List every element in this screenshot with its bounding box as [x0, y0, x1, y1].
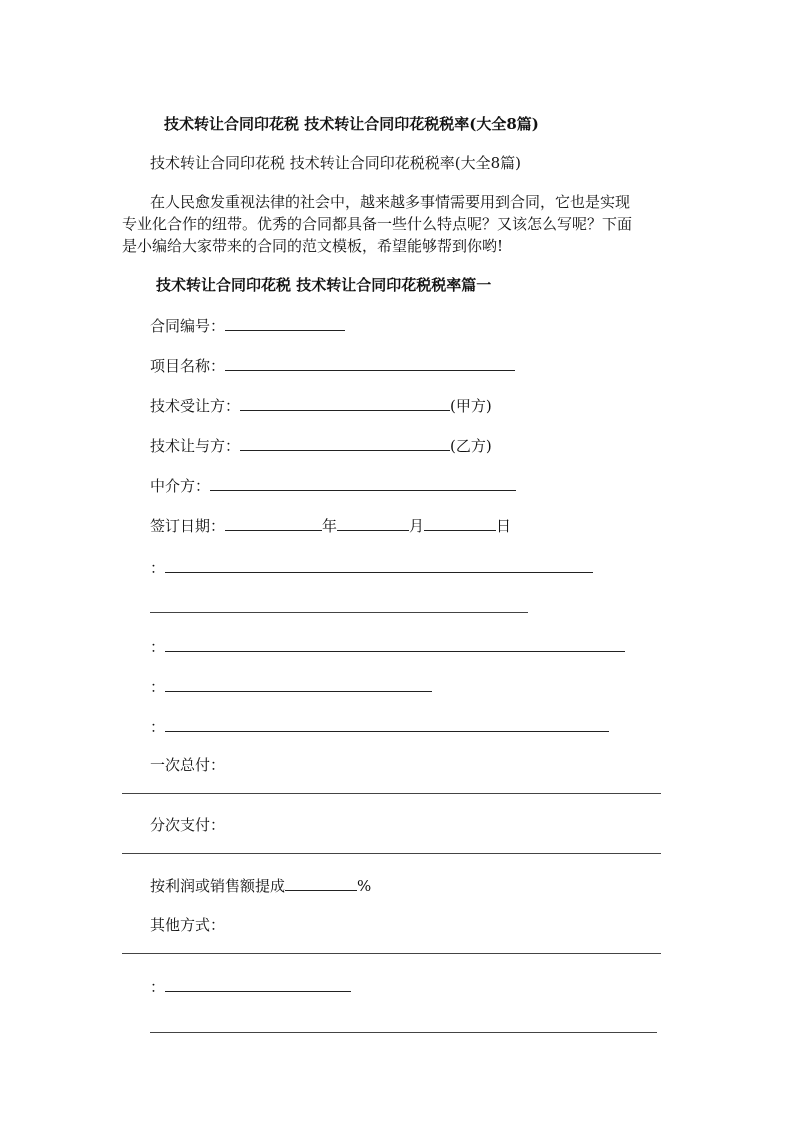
- sign-date-row: [150, 515, 511, 536]
- transferor-blank: [240, 435, 450, 451]
- project-name-row: [150, 355, 515, 376]
- colon-blank-2: [165, 636, 625, 652]
- colon-blank-5: [165, 976, 351, 992]
- transferor-suffix: (乙方): [450, 437, 492, 455]
- percent-sign: %: [357, 877, 372, 895]
- lump-sum-line: [122, 793, 661, 794]
- other-methods-label: 其他方式：: [150, 916, 226, 934]
- section-title: 技术转让合同印花税 技术转让合同印花税税率篇一: [156, 276, 492, 294]
- year-blank: [225, 515, 322, 531]
- document-heading: 技术转让合同印花税 技术转让合同印花税税率(大全8篇): [164, 115, 539, 133]
- contract-number-row: [150, 315, 345, 336]
- contract-number-blank: [225, 315, 345, 331]
- day-blank: [424, 515, 496, 531]
- project-name-label: 项目名称：: [150, 357, 226, 375]
- colon-row-5: [150, 976, 351, 997]
- transferor-label: 技术让与方：: [150, 437, 241, 455]
- intro-line-3: 是小编给大家带来的合同的范文模板，希望能够帮到你哟!: [122, 237, 504, 255]
- colon-blank-1: [165, 557, 593, 573]
- document-subheading: 技术转让合同印花税 技术转让合同印花税税率(大全8篇): [150, 154, 522, 172]
- colon-row-2: [150, 636, 625, 657]
- installments-label: 分次支付：: [150, 816, 226, 834]
- transferee-label: 技术受让方：: [150, 397, 241, 415]
- colon-blank-3: [165, 676, 432, 692]
- transferee-row: [150, 395, 492, 416]
- profit-percentage-blank: [285, 875, 357, 891]
- colon-row-4: [150, 716, 609, 737]
- transferee-blank: [240, 395, 450, 411]
- colon-label: ：: [150, 978, 166, 996]
- colon-label: ：: [150, 718, 166, 736]
- colon-label: ：: [150, 638, 166, 656]
- intermediary-label: 中介方：: [150, 477, 211, 495]
- sign-date-label: 签订日期：: [150, 517, 226, 535]
- blank-line-2: [150, 1032, 657, 1033]
- transferor-row: [150, 435, 492, 456]
- transferee-suffix: (甲方): [450, 397, 492, 415]
- intermediary-row: [150, 475, 516, 496]
- colon-label: ：: [150, 559, 166, 577]
- month-blank: [337, 515, 409, 531]
- blank-line-1: [150, 612, 528, 613]
- colon-row-1: [150, 557, 593, 578]
- other-methods-line: [122, 953, 661, 954]
- intro-line-2: 专业化合作的纽带。优秀的合同都具备一些什么特点呢？又该怎么写呢？下面: [122, 215, 633, 233]
- day-label: 日: [496, 517, 512, 535]
- intermediary-blank: [210, 475, 516, 491]
- colon-row-3: [150, 676, 432, 697]
- colon-label: ：: [150, 678, 166, 696]
- contract-number-label: 合同编号：: [150, 317, 226, 335]
- profit-percentage-row: [150, 875, 371, 896]
- intro-line-1: 在人民愈发重视法律的社会中，越来越多事情需要用到合同，它也是实现: [150, 193, 631, 211]
- month-label: 月: [409, 517, 425, 535]
- year-label: 年: [322, 517, 338, 535]
- lump-sum-label: 一次总付：: [150, 756, 226, 774]
- project-name-blank: [225, 355, 515, 371]
- installments-line: [122, 853, 661, 854]
- colon-blank-4: [165, 716, 609, 732]
- profit-percentage-label: 按利润或销售额提成: [150, 877, 286, 895]
